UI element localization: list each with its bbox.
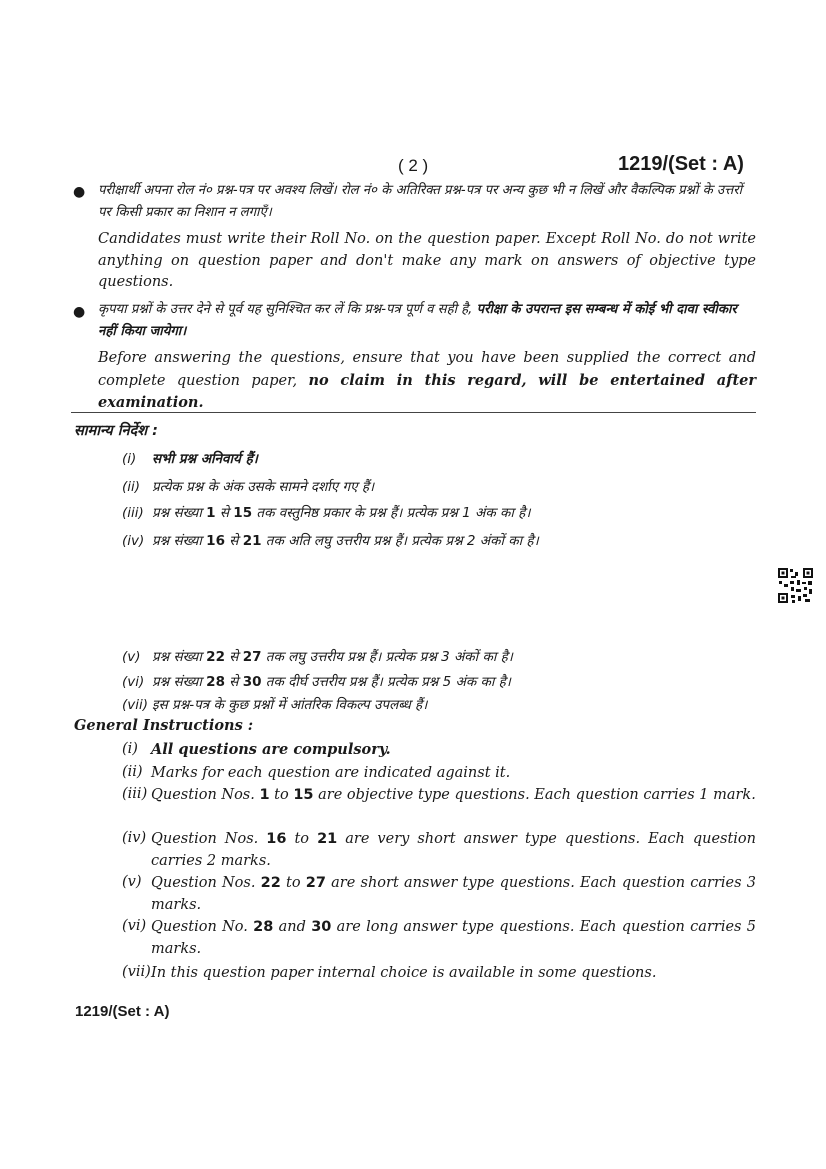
english-item-text <box>151 828 756 872</box>
english-instruction-item <box>122 828 756 872</box>
hindi-item-b2: 21 <box>242 533 262 549</box>
english-item-number: (i) <box>122 741 138 757</box>
english-instruction-item <box>122 872 756 916</box>
english-item-b2: 15 <box>293 787 314 803</box>
english-item-text <box>151 962 756 985</box>
hindi-item-number: (ii) <box>122 479 141 495</box>
hindi-instruction-item <box>122 448 762 470</box>
english-item-number: (iv) <box>122 830 147 846</box>
bullet-1: ● <box>73 184 86 200</box>
hindi-item-pre: प्रश्न संख्या <box>152 505 207 521</box>
english-item-pre: Question Nos. <box>151 831 267 847</box>
english-instruction-item <box>122 762 756 785</box>
hindi-item-b1: 22 <box>206 649 225 665</box>
english-instruction-item <box>122 739 756 762</box>
hindi-item-mid: से <box>224 649 243 665</box>
english-item-b2: 21 <box>317 831 338 847</box>
hindi-item-b2: 15 <box>233 505 253 521</box>
hindi-item-b1: 28 <box>206 674 225 690</box>
hindi-item-pre: प्रश्न संख्या <box>152 649 207 665</box>
hindi-item-mid: से <box>224 533 243 549</box>
english-item-b1: 16 <box>266 831 287 847</box>
english-item-text <box>151 872 756 916</box>
english-item-number: (vii) <box>122 964 151 980</box>
english-item-mid: to <box>286 831 318 847</box>
english-instruction-item <box>122 962 756 985</box>
english-item-number: (ii) <box>122 764 143 780</box>
english-item-bold: All questions are compulsory. <box>151 741 391 758</box>
hindi-item-number: (v) <box>122 649 141 665</box>
note-1-hindi: परीक्षार्थी अपना रोल नं० प्रश्न-पत्र पर अवश्य लिखें। रोल नं० के अतिरिक्त प्रश्न-पत्र पर अन्य कुछ भी न लिखें और वैकल्पिक प्रश्नों के उत्तरों पर किसी प्रकार का निशान न लगाएँ। <box>98 183 743 220</box>
english-item-pre: In this question paper internal choice is available in some questions. <box>151 965 657 981</box>
hindi-instruction-item <box>122 530 762 552</box>
english-item-pre: Marks for each question are indicated against it. <box>151 765 511 781</box>
paper-code-footer: 1219/(Set : A) <box>75 1003 170 1020</box>
hindi-item-mid: से <box>215 505 234 521</box>
english-instructions-heading: General Instructions : <box>74 717 254 734</box>
english-item-number: (vi) <box>122 918 147 934</box>
hindi-item-pre: प्रत्येक प्रश्न के अंक उसके सामने दर्शाए गए हैं। <box>152 479 375 495</box>
english-item-post: are short answer type questions. Each question carries 3 marks. <box>151 875 756 913</box>
english-item-pre: Question Nos. <box>151 787 260 803</box>
hindi-item-mid: से <box>224 674 243 690</box>
english-item-b2: 30 <box>311 919 332 935</box>
hindi-item-b1: 1 <box>206 505 216 521</box>
english-item-b1: 28 <box>253 919 274 935</box>
english-item-post: are objective type questions. Each question carries 1 mark. <box>313 787 756 803</box>
hindi-instruction-item <box>122 502 762 524</box>
hindi-item-number: (vii) <box>122 697 149 713</box>
hindi-item-b2: 30 <box>242 674 262 690</box>
english-item-pre: Question No. <box>151 919 254 935</box>
note-1-english: Candidates must write their Roll No. on the question paper. Except Roll No. do not write anything on question paper and don't make any mark on answers of objective type questions. <box>98 231 756 290</box>
hindi-instruction-item <box>122 476 762 498</box>
english-item-b1: 22 <box>260 875 281 891</box>
english-item-mid: to <box>269 787 294 803</box>
english-item-number: (v) <box>122 874 142 890</box>
hindi-item-number: (iv) <box>122 533 145 549</box>
english-item-pre: Question Nos. <box>151 875 261 891</box>
english-item-text <box>151 916 756 960</box>
note-2-english <box>98 348 756 415</box>
english-item-text <box>151 762 756 785</box>
english-item-number: (iii) <box>122 786 148 802</box>
note-2-hindi <box>98 299 756 343</box>
hindi-item-pre: इस प्रश्न-पत्र के कुछ प्रश्नों में आंतरिक विकल्प उपलब्ध हैं। <box>152 697 428 713</box>
hindi-item-pre: प्रश्न संख्या <box>152 674 207 690</box>
hindi-item-post: तक लघु उत्तरीय प्रश्न हैं। प्रत्येक प्रश्न 3 अंकों का है। <box>261 649 513 665</box>
hindi-item-post: तक अति लघु उत्तरीय प्रश्न हैं। प्रत्येक प्रश्न 2 अंकों का है। <box>261 533 539 549</box>
english-item-text <box>151 739 756 762</box>
hindi-item-number: (i) <box>122 451 137 467</box>
section-divider <box>71 412 756 413</box>
english-item-b1: 1 <box>259 787 270 803</box>
hindi-item-pre: सभी प्रश्न अनिवार्य हैं। <box>152 451 258 467</box>
hindi-item-number: (iii) <box>122 505 144 521</box>
english-instruction-item <box>122 916 756 960</box>
hindi-instruction-item <box>122 671 762 693</box>
hindi-item-pre: प्रश्न संख्या <box>152 533 207 549</box>
qr-code-image <box>777 567 814 604</box>
english-item-mid: and <box>273 919 312 935</box>
english-item-mid: to <box>280 875 306 891</box>
page-number: ( 2 ) <box>398 156 429 175</box>
hindi-item-number: (vi) <box>122 674 145 690</box>
hindi-item-post: तक वस्तुनिष्ठ प्रकार के प्रश्न हैं। प्रत्येक प्रश्न 1 अंक का है। <box>252 505 531 521</box>
hindi-item-post: तक दीर्घ उत्तरीय प्रश्न हैं। प्रत्येक प्रश्न 5 अंक का है। <box>261 674 511 690</box>
hindi-item-b2: 27 <box>242 649 262 665</box>
english-item-text <box>151 784 756 807</box>
note-2-english-bold: no claim in this regard, will be entertained after examination. <box>98 371 757 411</box>
english-item-post: are very short answer type questions. Each question carries 2 marks. <box>151 831 757 869</box>
note-2-hindi-bold: परीक्षा के उपरान्त इस सम्बन्ध में कोई भी दावा स्वीकार नहीं किया जायेगा। <box>98 302 737 339</box>
hindi-instructions-heading: सामान्य निर्देश : <box>74 423 158 439</box>
note-2-english-plain: Before answering the questions, ensure that you have been supplied the correct and complete question paper, <box>98 350 756 389</box>
english-instruction-item <box>122 784 756 807</box>
hindi-instruction-item <box>122 694 762 716</box>
note-2-hindi-plain: कृपया प्रश्नों के उत्तर देने से पूर्व यह सुनिश्चित कर लें कि प्रश्न-पत्र पूर्ण व सही है, <box>98 302 477 317</box>
bullet-2: ● <box>73 304 86 320</box>
english-item-b2: 27 <box>305 875 326 891</box>
paper-code-header: 1219/(Set : A) <box>618 153 744 175</box>
english-item-post: are long answer type questions. Each question carries 5 marks. <box>151 919 756 957</box>
hindi-instruction-item <box>122 646 762 668</box>
hindi-item-b1: 16 <box>206 533 225 549</box>
